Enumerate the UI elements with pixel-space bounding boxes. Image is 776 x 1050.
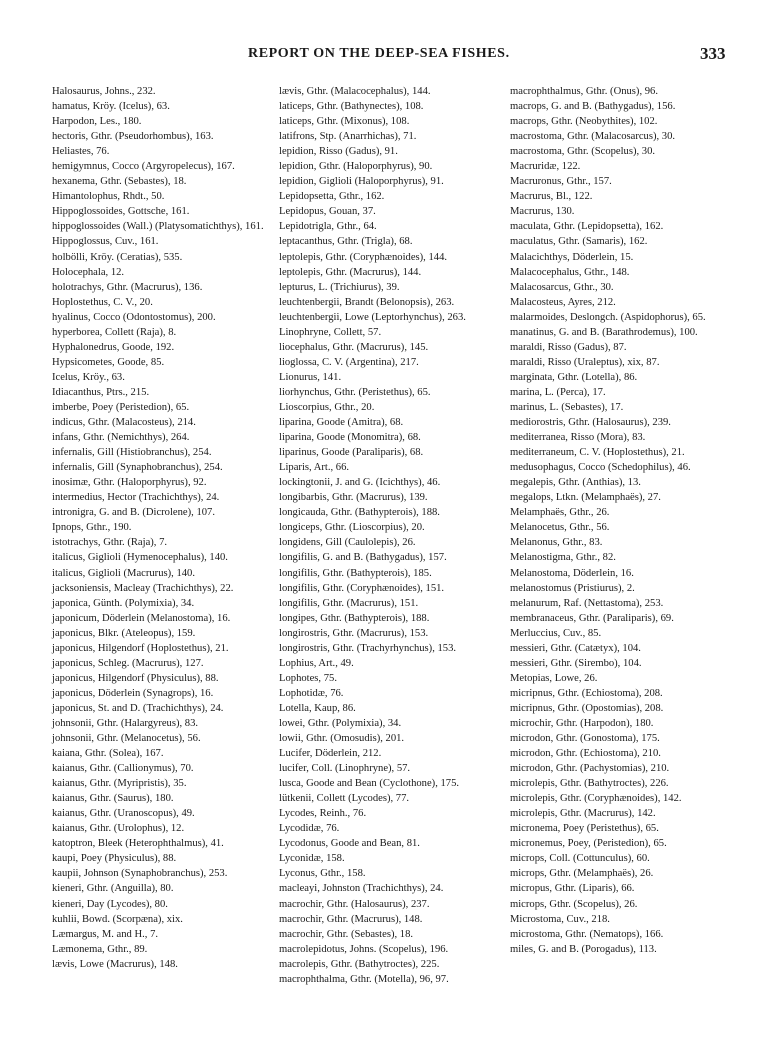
index-entry: infans, Gthr. (Nemichthys), 264. bbox=[52, 432, 190, 444]
page-number: 333 bbox=[700, 44, 726, 63]
index-entry: Macrurus, 130. bbox=[510, 206, 575, 218]
index-entry: johnsonii, Gthr. (Melanocetus), 56. bbox=[52, 733, 201, 745]
index-entry: Icelus, Kröy., 63. bbox=[52, 371, 125, 383]
index-entry: megalepis, Gthr. (Anthias), 13. bbox=[510, 477, 641, 489]
index-entry: macrolepidotus, Johns. (Scopelus), 196. bbox=[279, 943, 449, 955]
index-entry: lusca, Goode and Bean (Cyclothone), 175. bbox=[279, 778, 460, 790]
index-entry: longifilis, G. and B. (Bathygadus), 157. bbox=[279, 552, 447, 564]
index-entry: Hippoglossus, Cuv., 161. bbox=[52, 236, 159, 248]
index-column-1 bbox=[52, 84, 267, 972]
index-entry: lockingtonii, J. and G. (Icichthys), 46. bbox=[279, 477, 441, 489]
index-entry: melanostomus (Pristiurus), 2. bbox=[510, 582, 635, 594]
index-entry: Lycodidæ, 76. bbox=[279, 823, 340, 835]
index-entry: messieri, Gthr. (Catætyx), 104. bbox=[510, 642, 641, 654]
index-entry: mediterranea, Risso (Mora), 83. bbox=[510, 432, 646, 444]
index-entry: lioglossa, C. V. (Argentina), 217. bbox=[279, 356, 419, 368]
index-entry: Lepidotrigla, Gthr., 64. bbox=[279, 221, 377, 233]
index-entry: Melanostoma, Döderlein, 16. bbox=[510, 567, 634, 579]
index-entry: Lyconus, Gthr., 158. bbox=[279, 868, 366, 880]
index-entry: liparina, Goode (Monomitra), 68. bbox=[279, 432, 421, 444]
index-entry: Merluccius, Cuv., 85. bbox=[510, 627, 602, 639]
index-entry: leuchtenbergii, Lowe (Leptorhynchus), 263. bbox=[279, 311, 466, 323]
index-entry: microlepis, Gthr. (Coryphænoides), 142. bbox=[510, 793, 682, 805]
index-entry: Microstoma, Cuv., 218. bbox=[510, 913, 610, 925]
index-entry: macrops, Gthr. (Neobythites), 102. bbox=[510, 116, 658, 128]
index-entry: Lycodonus, Goode and Bean, 81. bbox=[279, 838, 420, 850]
index-entry: Lophotes, 75. bbox=[279, 672, 337, 684]
page-header bbox=[0, 46, 776, 68]
index-entry: infernalis, Gill (Synaphobranchus), 254. bbox=[52, 462, 223, 474]
index-entry: maculata, Gthr. (Lepidopsetta), 162. bbox=[510, 221, 664, 233]
index-entry: megalops, Ltkn. (Melamphaës), 27. bbox=[510, 492, 661, 504]
index-entry: microlepis, Gthr. (Macrurus), 142. bbox=[510, 808, 656, 820]
index-entry: hectoris, Gthr. (Pseudorhombus), 163. bbox=[52, 131, 214, 143]
running-title: REPORT ON THE DEEP-SEA FISHES. bbox=[248, 46, 510, 61]
index-entry: longicauda, Gthr. (Bathypterois), 188. bbox=[279, 507, 440, 519]
index-entry: Lycodes, Reinh., 76. bbox=[279, 808, 367, 820]
index-entry: liocephalus, Gthr. (Macrurus), 145. bbox=[279, 341, 429, 353]
index-entry: miles, G. and B. (Porogadus), 113. bbox=[510, 943, 657, 955]
index-entry: Melanocetus, Gthr., 56. bbox=[510, 522, 610, 534]
index-entry: hexanema, Gthr. (Sebastes), 18. bbox=[52, 176, 187, 188]
index-entry: japonicus, Blkr. (Ateleopus), 159. bbox=[52, 627, 196, 639]
index-entry: Liparis, Art., 66. bbox=[279, 462, 350, 474]
index-entry: Lioscorpius, Gthr., 20. bbox=[279, 401, 375, 413]
index-entry: Læmargus, M. and H., 7. bbox=[52, 928, 159, 940]
index-entry: Malacosteus, Ayres, 212. bbox=[510, 296, 616, 308]
index-entry: istotrachys, Gthr. (Raja), 7. bbox=[52, 537, 168, 549]
index-entry: lucifer, Coll. (Linophryne), 57. bbox=[279, 763, 411, 775]
index-entry: macrolepis, Gthr. (Bathytroctes), 225. bbox=[279, 958, 440, 970]
index-entry: longifilis, Gthr. (Macrurus), 151. bbox=[279, 597, 419, 609]
index-entry: manatinus, G. and B. (Barathrodemus), 100. bbox=[510, 326, 698, 338]
index-entry: kieneri, Day (Lycodes), 80. bbox=[52, 898, 168, 910]
index-entry: liparinus, Goode (Paraliparis), 68. bbox=[279, 447, 424, 459]
index-entry: melanurum, Raf. (Nettastoma), 253. bbox=[510, 597, 664, 609]
index-entry: Himantolophus, Rhdt., 50. bbox=[52, 191, 165, 203]
index-entry: Halosaurus, Johns., 232. bbox=[52, 86, 156, 97]
index-entry: Hoplostethus, C. V., 20. bbox=[52, 296, 153, 308]
index-entry: microdon, Gthr. (Echiostoma), 210. bbox=[510, 748, 661, 760]
index-entry: japonica, Günth. (Polymixia), 34. bbox=[52, 597, 195, 609]
index-entry: Malacosarcus, Gthr., 30. bbox=[510, 281, 614, 293]
index-entry: Hyphalonedrus, Goode, 192. bbox=[52, 341, 175, 353]
index-entry: Macruridæ, 122. bbox=[510, 161, 581, 173]
index-entry: lowei, Gthr. (Polymixia), 34. bbox=[279, 717, 402, 729]
index-entry: macrostoma, Gthr. (Scopelus), 30. bbox=[510, 146, 656, 158]
index-entry: microdon, Gthr. (Gonostoma), 175. bbox=[510, 733, 660, 745]
index-entry: Lophius, Art., 49. bbox=[279, 657, 354, 669]
index-entry: Malacichthys, Döderlein, 15. bbox=[510, 251, 634, 263]
index-entry: microstoma, Gthr. (Nematops), 166. bbox=[510, 928, 664, 940]
index-entry: holbölli, Kröy. (Ceratias), 535. bbox=[52, 251, 183, 263]
index-entry: Harpodon, Les., 180. bbox=[52, 116, 142, 128]
index-entry: japonicus, Hilgendorf (Hoplostethus), 21. bbox=[52, 642, 229, 654]
index-entry: maraldi, Risso (Uraleptus), xix, 87. bbox=[510, 356, 660, 368]
index-entry: longiceps, Gthr. (Lioscorpius), 20. bbox=[279, 522, 425, 534]
index-entry: lütkenii, Collett (Lycodes), 77. bbox=[279, 793, 410, 805]
index-entry: Hypsicometes, Goode, 85. bbox=[52, 356, 165, 368]
index-entry: marginata, Gthr. (Lotella), 86. bbox=[510, 371, 638, 383]
index-entry: hemigymnus, Cocco (Argyropelecus), 167. bbox=[52, 161, 235, 173]
index-entry: macrochir, Gthr. (Macrurus), 148. bbox=[279, 913, 423, 925]
index-entry: microps, Coll. (Cottunculus), 60. bbox=[510, 853, 650, 865]
index-entry: kaianus, Gthr. (Saurus), 180. bbox=[52, 793, 174, 805]
index-entry: intermedius, Hector (Trachichthys), 24. bbox=[52, 492, 220, 504]
index-entry: liorhynchus, Gthr. (Peristethus), 65. bbox=[279, 386, 431, 398]
index-entry: imberbe, Poey (Peristedion), 65. bbox=[52, 401, 190, 413]
index-entry: microdon, Gthr. (Pachystomias), 210. bbox=[510, 763, 670, 775]
index-entry: kaianus, Gthr. (Urolophus), 12. bbox=[52, 823, 185, 835]
index-entry: italicus, Giglioli (Macrurus), 140. bbox=[52, 567, 195, 579]
index-entry: Ipnops, Gthr., 190. bbox=[52, 522, 132, 534]
index-entry: liparina, Goode (Amitra), 68. bbox=[279, 417, 404, 429]
index-entry: johnsonii, Gthr. (Halargyreus), 83. bbox=[52, 717, 199, 729]
index-entry: japonicus, Döderlein (Synagrops), 16. bbox=[52, 687, 214, 699]
index-entry: Læmonema, Gthr., 89. bbox=[52, 943, 148, 955]
index-entry: Melanostigma, Gthr., 82. bbox=[510, 552, 616, 564]
index-entry: Heliastes, 76. bbox=[52, 146, 110, 158]
index-entry: lævis, Lowe (Macrurus), 148. bbox=[52, 958, 178, 970]
index-entry: hyalinus, Cocco (Odontostomus), 200. bbox=[52, 311, 216, 323]
index-entry: hippoglossoides (Wall.) (Platysomatichthys), 161. bbox=[52, 221, 264, 233]
index-entry: Lyconidæ, 158. bbox=[279, 853, 345, 865]
index-entry: macrops, G. and B. (Bathygadus), 156. bbox=[510, 101, 676, 113]
index-entry: Idiacanthus, Ptrs., 215. bbox=[52, 386, 150, 398]
index-entry: micronema, Poey (Peristethus), 65. bbox=[510, 823, 659, 835]
index-entry: Melamphaës, Gthr., 26. bbox=[510, 507, 610, 519]
index-entry: micripnus, Gthr. (Opostomias), 208. bbox=[510, 702, 664, 714]
index-entry: longirostris, Gthr. (Trachyrhynchus), 153. bbox=[279, 642, 457, 654]
index-entry: mediorostris, Gthr. (Halosaurus), 239. bbox=[510, 417, 671, 429]
index-entry: jacksoniensis, Macleay (Trachichthys), 22. bbox=[52, 582, 234, 594]
index-entry: Lionurus, 141. bbox=[279, 371, 342, 383]
index-entry: kieneri, Gthr. (Anguilla), 80. bbox=[52, 883, 174, 895]
index-entry: kaupi, Poey (Physiculus), 88. bbox=[52, 853, 177, 865]
index-entry: infernalis, Gill (Histiobranchus), 254. bbox=[52, 447, 212, 459]
index-entry: kaupii, Johnson (Synaphobranchus), 253. bbox=[52, 868, 228, 880]
index-entry: japonicus, Hilgendorf (Physiculus), 88. bbox=[52, 672, 219, 684]
index-entry: membranaceus, Gthr. (Paraliparis), 69. bbox=[510, 612, 674, 624]
index-entry: longipes, Gthr. (Bathypterois), 188. bbox=[279, 612, 430, 624]
index-entry: Lepidopus, Gouan, 37. bbox=[279, 206, 376, 218]
index-column-2 bbox=[279, 84, 499, 987]
index-entry: macrophthalma, Gthr. (Motella), 96, 97. bbox=[279, 973, 449, 985]
index-entry: kaianus, Gthr. (Myripristis), 35. bbox=[52, 778, 187, 790]
index-entry: lowii, Gthr. (Omosudis), 201. bbox=[279, 733, 405, 745]
index-entry: Melanonus, Gthr., 83. bbox=[510, 537, 603, 549]
index-entry: messieri, Gthr. (Sirembo), 104. bbox=[510, 657, 642, 669]
index-entry: Lucifer, Döderlein, 212. bbox=[279, 748, 382, 760]
index-entry: longidens, Gill (Caulolepis), 26. bbox=[279, 537, 416, 549]
index-entry: longifilis, Gthr. (Bathypterois), 185. bbox=[279, 567, 432, 579]
index-entry: micripnus, Gthr. (Echiostoma), 208. bbox=[510, 687, 663, 699]
index-entry: malarmoides, Deslongch. (Aspidophorus), 65. bbox=[510, 311, 706, 323]
index-entry: hamatus, Kröy. (Icelus), 63. bbox=[52, 101, 170, 113]
index-entry: macrophthalmus, Gthr. (Onus), 96. bbox=[510, 86, 658, 97]
index-entry: longirostris, Gthr. (Macrurus), 153. bbox=[279, 627, 429, 639]
index-entry: inosimæ, Gthr. (Haloporphyrus), 92. bbox=[52, 477, 207, 489]
index-entry: Hippoglossoides, Gottsche, 161. bbox=[52, 206, 190, 218]
index-entry: medusophagus, Cocco (Schedophilus), 46. bbox=[510, 462, 691, 474]
index-entry: microlepis, Gthr. (Bathytroctes), 226. bbox=[510, 778, 669, 790]
index-entry: maraldi, Risso (Gadus), 87. bbox=[510, 341, 627, 353]
index-entry: japonicus, St. and D. (Trachichthys), 24. bbox=[52, 702, 224, 714]
index-entry: marinus, L. (Sebastes), 17. bbox=[510, 401, 624, 413]
index-entry: lepidion, Risso (Gadus), 91. bbox=[279, 146, 398, 158]
index-entry: laticeps, Gthr. (Mixonus), 108. bbox=[279, 116, 410, 128]
index-entry: japonicum, Döderlein (Melanostoma), 16. bbox=[52, 612, 231, 624]
index-entry: microps, Gthr. (Melamphaës), 26. bbox=[510, 868, 654, 880]
index-entry: leuchtenbergii, Brandt (Belonopsis), 263. bbox=[279, 296, 455, 308]
index-entry: lævis, Gthr. (Malacocephalus), 144. bbox=[279, 86, 431, 97]
index-column-3 bbox=[510, 84, 730, 957]
index-entry: Lophotidæ, 76. bbox=[279, 687, 344, 699]
index-entry: leptolepis, Gthr. (Macrurus), 144. bbox=[279, 266, 422, 278]
index-entry: macrostoma, Gthr. (Malacosarcus), 30. bbox=[510, 131, 676, 143]
index-entry: marina, L. (Perca), 17. bbox=[510, 386, 606, 398]
index-entry: italicus, Giglioli (Hymenocephalus), 140. bbox=[52, 552, 228, 564]
index-entry: longifilis, Gthr. (Coryphænoides), 151. bbox=[279, 582, 445, 594]
index-entry: latifrons, Stp. (Anarrhichas), 71. bbox=[279, 131, 417, 143]
index-entry: Lotella, Kaup, 86. bbox=[279, 702, 356, 714]
index-entry: macleayi, Johnston (Trachichthys), 24. bbox=[279, 883, 444, 895]
index-entry: macrochir, Gthr. (Sebastes), 18. bbox=[279, 928, 414, 940]
index-entry: longibarbis, Gthr. (Macrurus), 139. bbox=[279, 492, 428, 504]
index-entry: kaianus, Gthr. (Uranoscopus), 49. bbox=[52, 808, 195, 820]
index-entry: microps, Gthr. (Scopelus), 26. bbox=[510, 898, 638, 910]
index-entry: kuhlii, Bowd. (Scorpæna), xix. bbox=[52, 913, 183, 925]
index-entry: hyperborea, Collett (Raja), 8. bbox=[52, 326, 177, 338]
index-entry: micropus, Gthr. (Liparis), 66. bbox=[510, 883, 635, 895]
index-entry: Malacocephalus, Gthr., 148. bbox=[510, 266, 630, 278]
index-entry: kaiana, Gthr. (Solea), 167. bbox=[52, 748, 164, 760]
index-entry: Lepidopsetta, Gthr., 162. bbox=[279, 191, 385, 203]
index-entry: macrochir, Gthr. (Halosaurus), 237. bbox=[279, 898, 430, 910]
index-entry: Linophryne, Collett, 57. bbox=[279, 326, 382, 338]
index-entry: Metopias, Lowe, 26. bbox=[510, 672, 598, 684]
index-entry: Macruronus, Gthr., 157. bbox=[510, 176, 612, 188]
index-entry: leptacanthus, Gthr. (Trigla), 68. bbox=[279, 236, 413, 248]
index-entry: mediterraneum, C. V. (Hoplostethus), 21. bbox=[510, 447, 685, 459]
index-entry: lepturus, L. (Trichiurus), 39. bbox=[279, 281, 400, 293]
index-entry: holotrachys, Gthr. (Macrurus), 136. bbox=[52, 281, 203, 293]
index-entry: micronemus, Poey, (Peristedion), 65. bbox=[510, 838, 667, 850]
index-entry: intronigra, G. and B. (Dicrolene), 107. bbox=[52, 507, 215, 519]
index-entry: kaianus, Gthr. (Callionymus), 70. bbox=[52, 763, 194, 775]
index-entry: maculatus, Gthr. (Samaris), 162. bbox=[510, 236, 648, 248]
index-entry: leptolepis, Gthr. (Coryphænoides), 144. bbox=[279, 251, 448, 263]
index-entry: microchir, Gthr. (Harpodon), 180. bbox=[510, 717, 654, 729]
index-entry: laticeps, Gthr. (Bathynectes), 108. bbox=[279, 101, 424, 113]
index-entry: Holocephala, 12. bbox=[52, 266, 125, 278]
index-entry: japonicus, Schleg. (Macrurus), 127. bbox=[52, 657, 204, 669]
index-entry: katoptron, Bleek (Heterophthalmus), 41. bbox=[52, 838, 224, 850]
index-entry: Macrurus, Bl., 122. bbox=[510, 191, 593, 203]
index-entry: lepidion, Giglioli (Haloporphyrus), 91. bbox=[279, 176, 444, 188]
index-entry: lepidion, Gthr. (Haloporphyrus), 90. bbox=[279, 161, 433, 173]
index-entry: indicus, Gthr. (Malacosteus), 214. bbox=[52, 417, 196, 429]
